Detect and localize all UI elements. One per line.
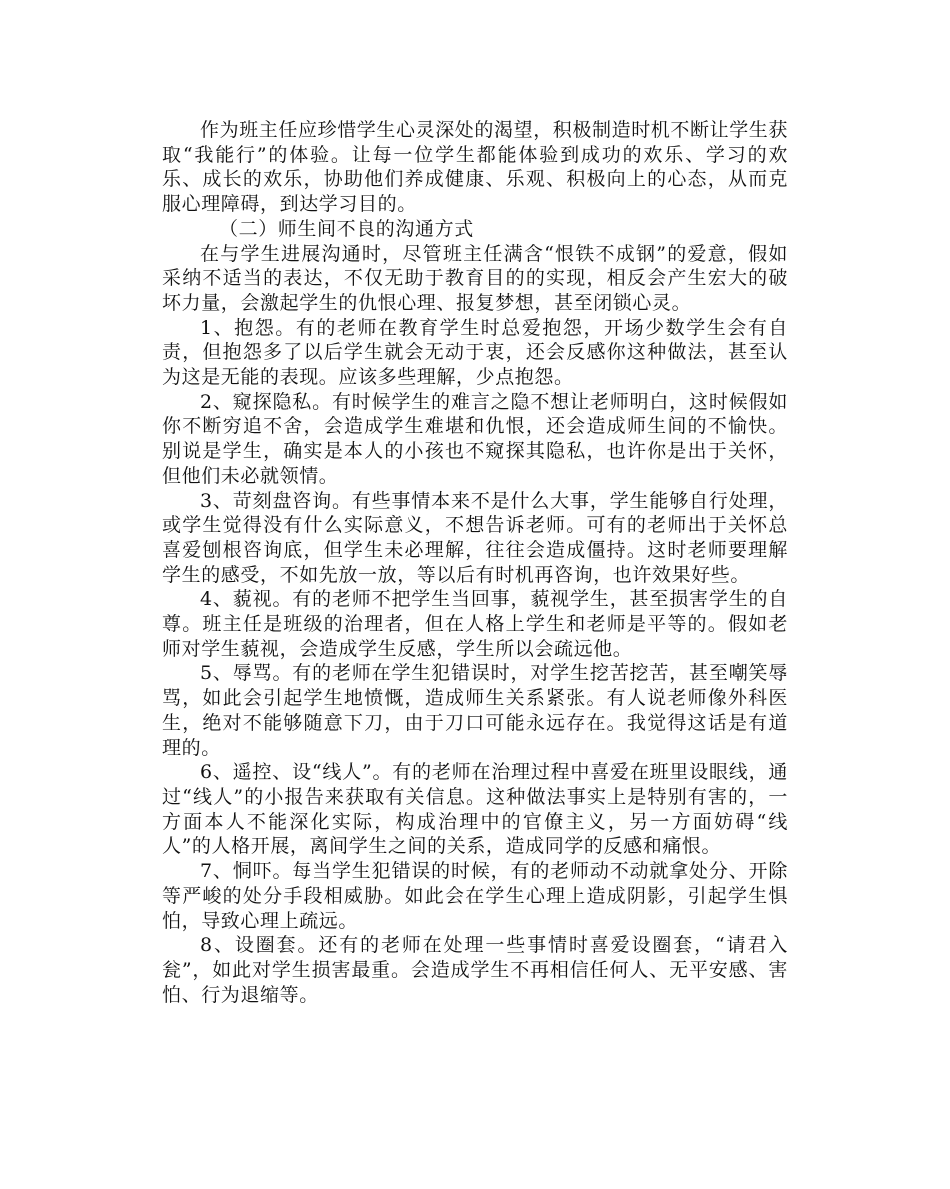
paragraph-item-6: 6、遥控、设“线人”。有的老师在治理过程中喜爱在班里设眼线，通过“线人”的小报告来获取有关信息。这种做法事实上是特别有害的，一方面本人不能深化实际，构成治理中的官僚主义，另一方面妨碍“线人”的人格开展，离间学生之间的关系，造成同学的反感和痛恨。	[162, 761, 788, 858]
paragraph-overview: 在与学生进展沟通时，尽管班主任满含“恨铁不成钢”的爱意，假如采纳不适当的表达，不仅无助于教育目的的实现，相反会产生宏大的破坏力量，会激起学生的仇恨心理、报复梦想，甚至闭锁心灵。	[162, 242, 788, 314]
document-body	[162, 118, 788, 1007]
paragraph-item-4: 4、藐视。有的老师不把学生当回事，藐视学生，甚至损害学生的自尊。班主任是班级的治理者，但在人格上学生和老师是平等的。假如老师对学生藐视，会造成学生反感，学生所以会疏远他。	[162, 588, 788, 660]
paragraph-item-3: 3、苛刻盘咨询。有些事情本来不是什么大事，学生能够自行处理，或学生觉得没有什么实际意义，不想告诉老师。可有的老师出于关怀总喜爱刨根咨询底，但学生未必理解，往往会造成僵持。这时老师要理解学生的感受，不如先放一放，等以后有时机再咨询，也许效果好些。	[162, 489, 788, 586]
paragraph-item-1: 1、抱怨。有的老师在教育学生时总爱抱怨，开场少数学生会有自责，但抱怨多了以后学生就会无动于衷，还会反感你这种做法，甚至认为这是无能的表现。应该多些理解，少点抱怨。	[162, 316, 788, 389]
paragraph-item-5: 5、辱骂。有的老师在学生犯错误时，对学生挖苦挖苦，甚至嘲笑辱骂，如此会引起学生地愤慨，造成师生关系紧张。有人说老师像外科医生，绝对不能够随意下刀，由于刀口可能永远存在。我觉得这话是有道理的。	[162, 662, 788, 759]
paragraph-intro: 作为班主任应珍惜学生心灵深处的渴望，积极制造时机不断让学生获取“我能行”的体验。让每一位学生都能体验到成功的欢乐、学习的欢乐、成长的欢乐，协助他们养成健康、乐观、积极向上的心态，从而克服心理障碍，到达学习目的。	[162, 119, 789, 216]
paragraph-item-7: 7、恫吓。每当学生犯错误的时候，有的老师动不动就拿处分、开除等严峻的处分手段相威胁。如此会在学生心理上造成阴影，引起学生惧怕，导致心理上疏远。	[162, 860, 788, 932]
section-heading: （二）师生间不良的沟通方式	[219, 217, 474, 240]
paragraph-item-2: 2、窥探隐私。有时候学生的难言之隐不想让老师明白，这时候假如你不断穷追不舍，会造成学生难堪和仇恨，还会造成师生间的不愉快。别说是学生，确实是本人的小孩也不窥探其隐私，也许你是出于关怀，但他们未必就领情。	[162, 390, 788, 487]
paragraph-item-8: 8、设圈套。还有的老师在处理一些事情时喜爱设圈套，“请君入瓮”，如此对学生损害最重。会造成学生不再相信任何人、无平安感、害怕、行为退缩等。	[162, 934, 788, 1006]
